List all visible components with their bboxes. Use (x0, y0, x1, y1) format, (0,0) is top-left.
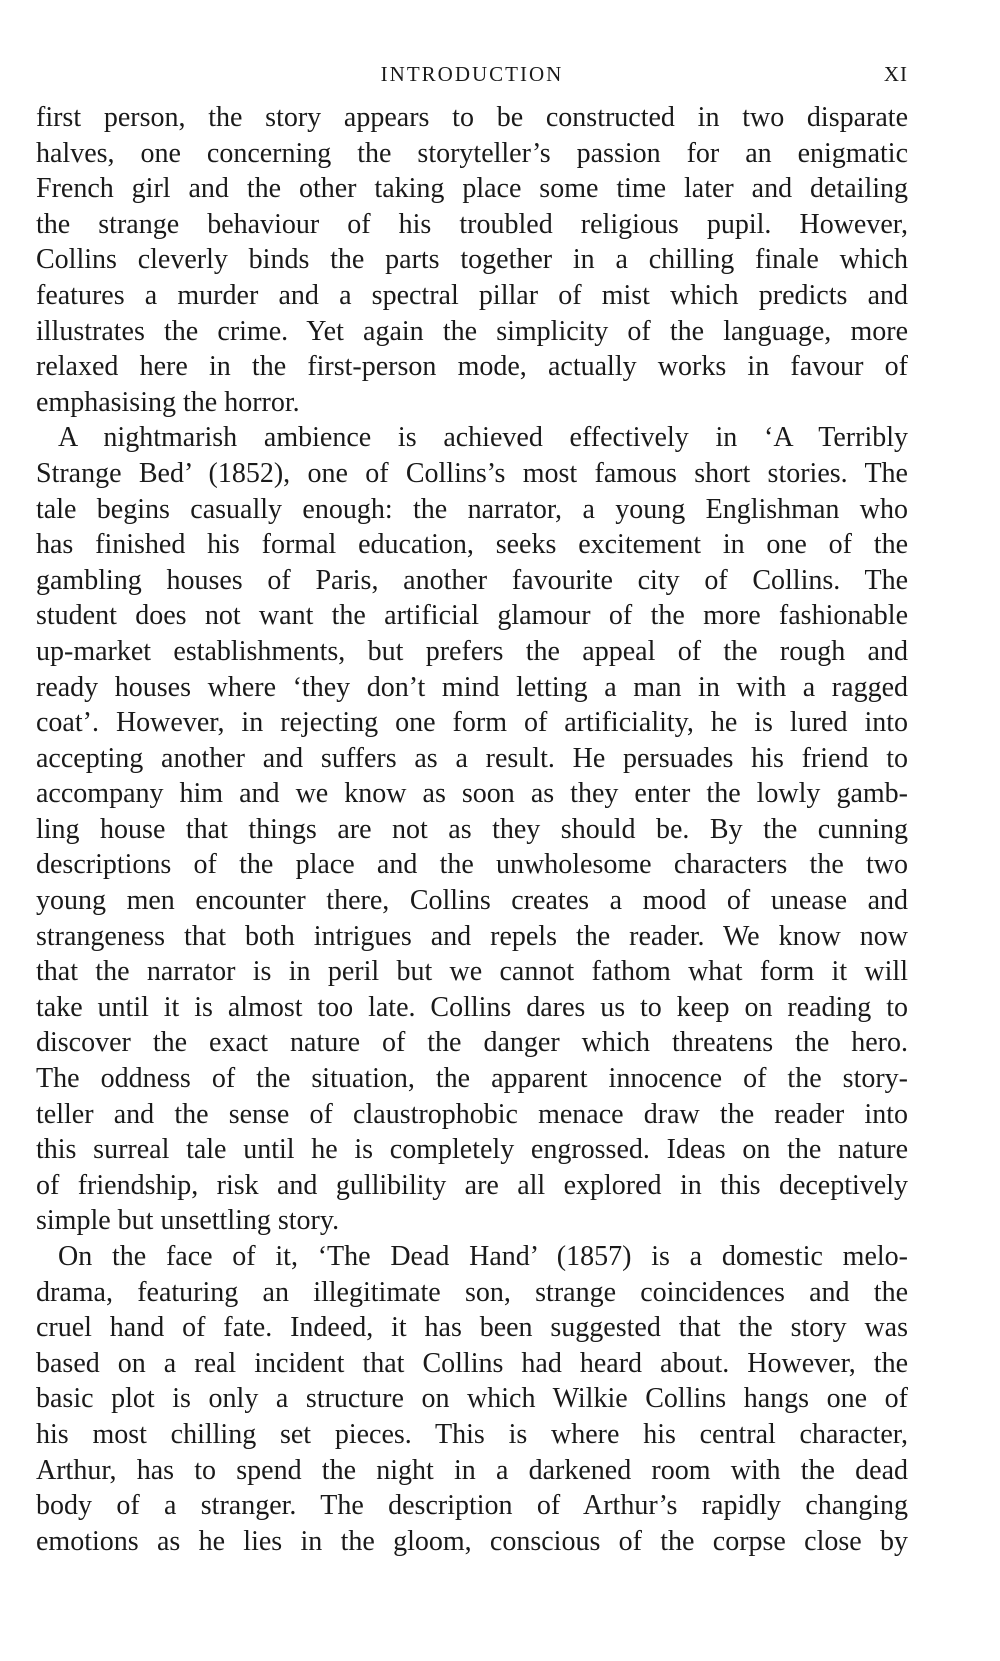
text-line: take until it is almost too late. Collins dares us to keep on reading to (36, 991, 908, 1023)
text-line: Arthur, has to spend the night in a darkened room with the dead (36, 1454, 908, 1486)
text-line: discover the exact nature of the danger which threatens the hero. (36, 1027, 908, 1059)
text-line: that the narrator is in peril but we cannot fathom what form it will (36, 956, 908, 988)
text-line: descriptions of the place and the unwholesome characters the two (36, 849, 908, 881)
text-line: of friendship, risk and gullibility are all explored in this deceptively (36, 1169, 908, 1201)
text-line: emotions as he lies in the gloom, conscious of the corpse close by (36, 1525, 908, 1557)
paragraph (36, 1239, 908, 1559)
paragraph (36, 100, 908, 420)
text-line: The oddness of the situation, the apparent innocence of the story- (36, 1063, 908, 1095)
text-line: teller and the sense of claustrophobic menace draw the reader into (36, 1098, 908, 1130)
paragraph (36, 420, 908, 1239)
text-line: strangeness that both intrigues and repels the reader. We know now (36, 920, 908, 952)
text-line: first person, the story appears to be constructed in two disparate (36, 102, 908, 133)
text-line: student does not want the artificial glamour of the more fashionable (36, 600, 908, 632)
text-line: young men encounter there, Collins creates a mood of unease and (36, 885, 908, 917)
text-line: up-market establishments, but prefers the appeal of the rough and (36, 635, 908, 667)
text-line: coat’. However, in rejecting one form of artificiality, he is lured into (36, 707, 908, 739)
text-line: the strange behaviour of his troubled religious pupil. However, (36, 208, 908, 240)
text-line: Collins cleverly binds the parts together in a chilling finale which (36, 244, 908, 276)
text-line: has finished his formal education, seeks excitement in one of the (36, 529, 908, 561)
text-line: illustrates the crime. Yet again the simplicity of the language, more (36, 315, 908, 347)
text-line: A nightmarish ambience is achieved effectively in ‘A Terribly (58, 422, 908, 454)
text-line: gambling houses of Paris, another favourite city of Collins. The (36, 564, 908, 596)
text-line: this surreal tale until he is completely engrossed. Ideas on the nature (36, 1134, 908, 1166)
text-line: cruel hand of fate. Indeed, it has been suggested that the story was (36, 1312, 908, 1344)
text-line: On the face of it, ‘The Dead Hand’ (1857) is a domestic melo- (58, 1241, 908, 1272)
text-line: based on a real incident that Collins had heard about. However, the (36, 1347, 908, 1379)
text-line: his most chilling set pieces. This is where his central character, (36, 1418, 908, 1450)
text-line: ling house that things are not as they should be. By the cunning (36, 813, 908, 845)
text-line: basic plot is only a structure on which Wilkie Collins hangs one of (36, 1383, 908, 1415)
page-number: XI (883, 62, 908, 86)
text-line: French girl and the other taking place some time later and detailing (36, 173, 908, 205)
text-line: simple but unsettling story. (36, 1205, 340, 1237)
text-line: halves, one concerning the storyteller’s passion for an enigmatic (36, 137, 908, 169)
text-line: accepting another and suffers as a result. He persuades his friend to (36, 742, 908, 774)
text-line: accompany him and we know as soon as they enter the lowly gamb- (36, 778, 908, 810)
text-line: ready houses where ‘they don’t mind letting a man in with a ragged (36, 671, 908, 703)
text-line: emphasising the horror. (36, 386, 300, 418)
text-line: relaxed here in the first-person mode, actually works in favour of (36, 351, 908, 383)
text-line: body of a stranger. The description of Arthur’s rapidly changing (36, 1490, 908, 1522)
chapter-title: INTRODUCTION (380, 62, 564, 86)
text-line: features a murder and a spectral pillar of mist which predicts and (36, 279, 908, 311)
text-line: Strange Bed’ (1852), one of Collins’s most famous short stories. The (36, 457, 908, 489)
running-head (36, 62, 908, 92)
text-line: drama, featuring an illegitimate son, strange coincidences and the (36, 1276, 908, 1308)
body-text (36, 100, 908, 1559)
text-line: tale begins casually enough: the narrator, a young Englishman who (36, 493, 908, 525)
